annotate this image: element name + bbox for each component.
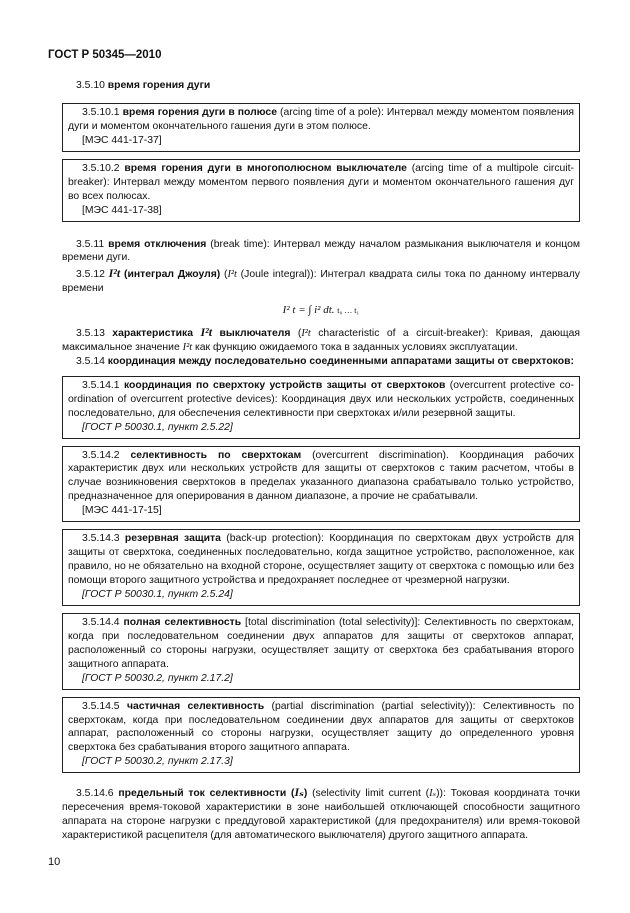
- reference: [ГОСТ Р 50030.1, пункт 2.5.22]: [82, 421, 233, 433]
- term-3-5-12: 3.5.12 I²t (интеграл Джоуля) (I²t (Joule integral)): Интеграл квадрата силы тока по данному интервалу времени: [62, 266, 580, 295]
- definition-text: 3.5.14.2 селективность по сверхтокам (overcurrent discrimination). Координация рабочих характеристик двух или нескольких устройств для защиты от сверхтоков с таким расчетом, чтобы в случае возникновения сверхтоков в пределах указанного диапазона срабатывало только устройство, предназначенное для оперирования в данном диапазоне, а прочие не срабатывали.: [68, 449, 574, 503]
- definition-box-3-5-14-4: [62, 613, 580, 690]
- definition-text: 3.5.10.2 время горения дуги в многополюсном выключателе (arcing time of a multipole circuit-breaker): Интервал между моментом первого появления дуги и моментом окончательного гашения дуг во всех полюсах.: [68, 162, 574, 202]
- definition-box-3-5-14-3: [62, 529, 580, 606]
- definition-text: 3.5.14.5 частичная селективность (partial discrimination (partial selectivity)): Селективность по сверхтокам, когда при последовательном соединении двух аппаратов для защиты от сверхтоков аппарат, расположенный со стороны нагрузки, осуществляет защиту до определенного уровня сверхтока без срабатывания второго защитного аппарата.: [68, 700, 574, 754]
- reference: [ГОСТ Р 50030.2, пункт 2.17.2]: [82, 672, 233, 684]
- term-title: время горения дуги: [107, 80, 211, 91]
- definition-text: 3.5.14.3 резервная защита (back-up protection): Координация по сверхтокам двух устройств для защиты от сверхтока, соединенных последовательно, когда защитное устройство, расположенное, как правило, но не обязательно на входной стороне, осуществляет защиту от сверхтока с помощью или без помощи второго защитного устройства и предохраняет последнее от чрезмерной нагрузки.: [68, 533, 574, 587]
- reference: [ГОСТ Р 50030.2, пункт 2.17.3]: [82, 756, 233, 768]
- definition-box-3-5-10-2: [62, 159, 580, 222]
- joule-integral-formula: I² t = ∫ i² dt. t₀ … t₁: [282, 304, 360, 317]
- reference: [ГОСТ Р 50030.1, пункт 2.5.24]: [82, 588, 233, 600]
- term-3-5-14: 3.5.14 координация между последовательно соединенными аппаратами защиты от сверхтоков:: [76, 355, 574, 367]
- term-3-5-13: 3.5.13 характеристика I²t выключателя (I²t characteristic of a circuit-breaker): Кривая, дающая максимальное значение I²t как функцию ожидаемого тока в заданных условиях эксплуатации.: [62, 324, 580, 353]
- definition-text: 3.5.10.1 время горения дуги в полюсе (arcing time of a pole): Интервал между моментом появления дуги и моментом окончательного гашения дуги в этом полюсе.: [68, 106, 574, 132]
- definition-box-3-5-14-2: [62, 446, 580, 523]
- term-3-5-11: 3.5.11 время отключения (break time): Интервал между началом размыкания выключателя и концом времени дуги.: [62, 238, 580, 264]
- i2t-symbol: I²t: [108, 266, 121, 281]
- reference: [МЭС 441-17-38]: [82, 204, 162, 216]
- document-header: ГОСТ Р 50345—2010: [48, 49, 162, 61]
- definition-box-3-5-14-1: [62, 376, 580, 439]
- definition-text: 3.5.14.4 полная селективность [total discrimination (total selectivity)]: Селективность по сверхтокам, когда при последовательном соединении двух аппаратов для защиты от сверхтоков аппарат, расположенный со стороны нагрузки, осуществляет защиту от сверхтока без срабатывания второго защитного аппарата.: [68, 616, 574, 670]
- document-body: [62, 79, 580, 843]
- definition-text: 3.5.14.1 координация по сверхтоку устройств защиты от сверхтоков (overcurrent protective co-ordination of overcurrent protective devices): Координация двух или нескольких устройств, соединенных последовательно, для обеспечения селективности при сверхтоках и/или резервной защиты.: [68, 379, 575, 419]
- reference: [МЭС 441-17-15]: [82, 505, 162, 517]
- integral-limits: t₀ … t₁: [337, 306, 360, 316]
- definition-box-3-5-10-1: [62, 103, 580, 152]
- reference: [МЭС 441-17-37]: [82, 134, 162, 146]
- term-3-5-14-6: 3.5.14.6 предельный ток селективности (Iₛ) (selectivity limit current (Iₛ)): Токовая координата точки пересечения время-токовой характеристики в зоне наибольшей отключающей способности защитного аппарата на стороне нагрузки с преддуговой характеристикой (для предохранителя) или время-токовой характеристикой расцепителя (для автоматического выключателя) другого защитного аппарата.: [62, 785, 581, 842]
- page-number: 10: [48, 856, 61, 868]
- definition-box-3-5-14-5: [62, 697, 580, 774]
- term-3-5-10: 3.5.10 время горения дуги: [76, 80, 211, 91]
